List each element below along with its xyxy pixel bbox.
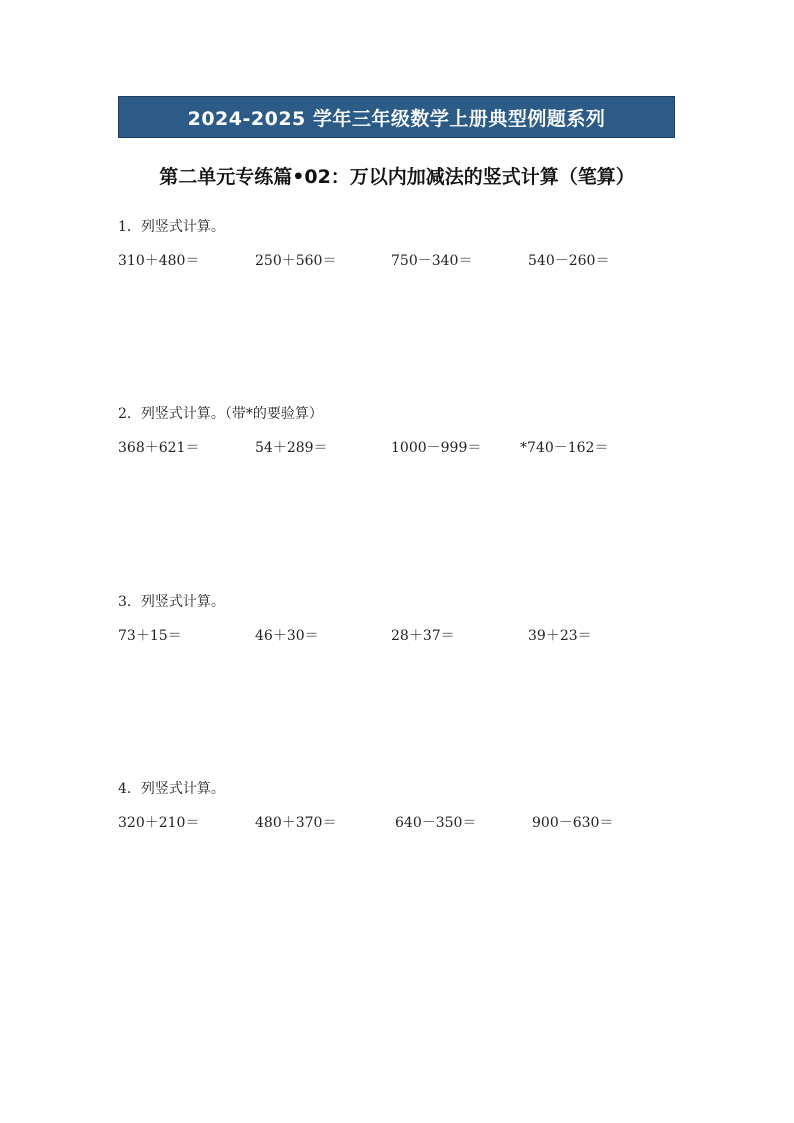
question-2-problems: [118, 437, 678, 459]
problem: 750－340＝: [391, 253, 473, 269]
banner-title: 2024-2025 学年三年级数学上册典型例题系列: [187, 107, 606, 130]
question-1-label: 1．列竖式计算。: [118, 219, 225, 235]
problem: 480＋370＝: [255, 815, 337, 831]
unit-subtitle: 第二单元专练篇•02：万以内加减法的竖式计算（笔算）: [159, 166, 635, 188]
question-3-problems: [118, 625, 678, 647]
problem: 320＋210＝: [118, 815, 200, 831]
problem: 46＋30＝: [255, 628, 319, 644]
problem: 28＋37＝: [391, 628, 455, 644]
problem: 310＋480＝: [118, 253, 200, 269]
problem: 900－630＝: [532, 815, 614, 831]
problem: 250＋560＝: [255, 253, 337, 269]
problem: 640－350＝: [395, 815, 477, 831]
question-2: [118, 404, 678, 459]
problem: 73＋15＝: [118, 628, 182, 644]
problem: 39＋23＝: [528, 628, 592, 644]
question-3-label: 3．列竖式计算。: [118, 594, 225, 610]
problem: *740－162＝: [520, 440, 609, 456]
question-4: [118, 779, 678, 834]
problem: 368＋621＝: [118, 440, 200, 456]
question-4-problems: [118, 812, 678, 834]
problem: 1000－999＝: [391, 440, 482, 456]
question-2-label: 2．列竖式计算。（带*的要验算）: [118, 406, 323, 422]
question-3: [118, 592, 678, 647]
problem: 54＋289＝: [255, 440, 328, 456]
title-banner: [118, 96, 675, 138]
question-1-problems: [118, 250, 678, 272]
question-4-label: 4．列竖式计算。: [118, 781, 225, 797]
question-1: [118, 217, 678, 272]
problem: 540－260＝: [528, 253, 610, 269]
